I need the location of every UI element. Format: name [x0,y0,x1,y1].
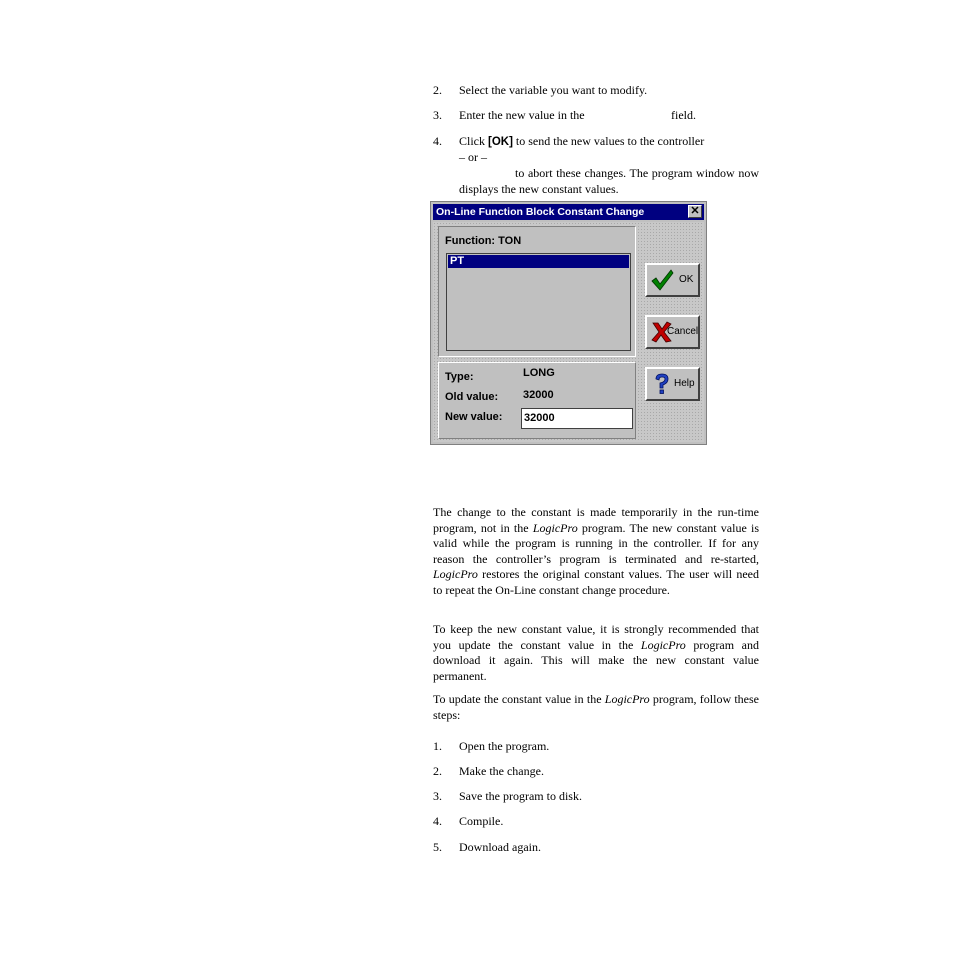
old-value-label: Old value: [445,391,499,403]
step-number: 2. [433,764,442,778]
step-number: 3. [433,789,442,803]
product-name: LogicPro [640,637,686,652]
step-text: Select the variable you want to modify. [459,83,648,97]
step-text-after: field. [671,108,696,122]
old-value: 32000 [523,389,554,401]
checkmark-icon [650,268,674,292]
step-number: 3. [433,108,442,122]
step-text: Save the program to disk. [459,789,582,803]
question-mark-icon [650,372,674,396]
step-number: 5. [433,840,442,854]
step-number: 4. [433,814,442,828]
step-text-before: Enter the new value in the [459,108,585,122]
new-value-input[interactable]: 32000 [521,408,633,429]
product-name: LogicPro [532,520,578,535]
product-name: LogicPro [604,692,650,706]
close-icon[interactable]: ✕ [688,205,702,218]
step-text-after: to send the new values to the controller [515,134,705,148]
text: restores the original constant values. The user will need to repeat the On-Line constant change procedure. [433,567,759,597]
help-button[interactable] [645,367,700,401]
text: To update the constant value in the [433,692,605,706]
product-name: LogicPro [433,567,478,581]
ok-keyword: [OK] [488,136,513,148]
paragraph-update-steps [433,692,759,723]
or-separator: – or – [459,150,487,164]
step-number: 4. [433,134,442,148]
step-text: Download again. [459,840,541,854]
ok-button-label: OK [679,274,694,285]
help-button-label: Help [674,378,695,389]
step-text-before: Click [459,134,485,148]
step-text: Compile. [459,814,504,828]
abort-text: to abort these changes. The program window now displays the new constant values. [459,166,759,196]
constant-change-dialog [430,201,707,445]
dialog-client [433,222,704,442]
step-text: Make the change. [459,764,544,778]
dialog-title: On-Line Function Block Constant Change [436,206,645,218]
step-text: Open the program. [459,739,550,753]
text: To keep the new constant value, it is strongly recommended that you update the constant value in the [433,622,759,652]
step-text [459,134,759,151]
new-value-label: New value: [445,411,503,423]
list-item-pt[interactable]: PT [448,255,629,268]
step-number: 2. [433,83,442,97]
ok-button[interactable] [645,263,700,297]
paragraph-keep-value [433,622,759,684]
dialog-titlebar [433,204,704,220]
step-number: 1. [433,739,442,753]
function-panel [438,226,636,357]
cancel-button-label: Cancel [667,326,699,337]
text: program, follow these steps: [433,692,760,722]
function-label: Function: TON [445,235,522,247]
text: program. The new constant value is valid while the program is running in the controller. If for any reason the controller’s program is terminated and re-started, [433,520,759,566]
paragraph-temporary-change [433,505,759,598]
type-label: Type: [445,371,474,383]
text: program and download it again. This will make the new constant value permanent. [433,637,759,683]
variable-listbox[interactable] [446,253,631,351]
cancel-button[interactable] [645,315,700,349]
type-value: LONG [523,367,555,379]
text: The change to the constant is made temporarily in the run-time program, not in the [433,505,759,535]
